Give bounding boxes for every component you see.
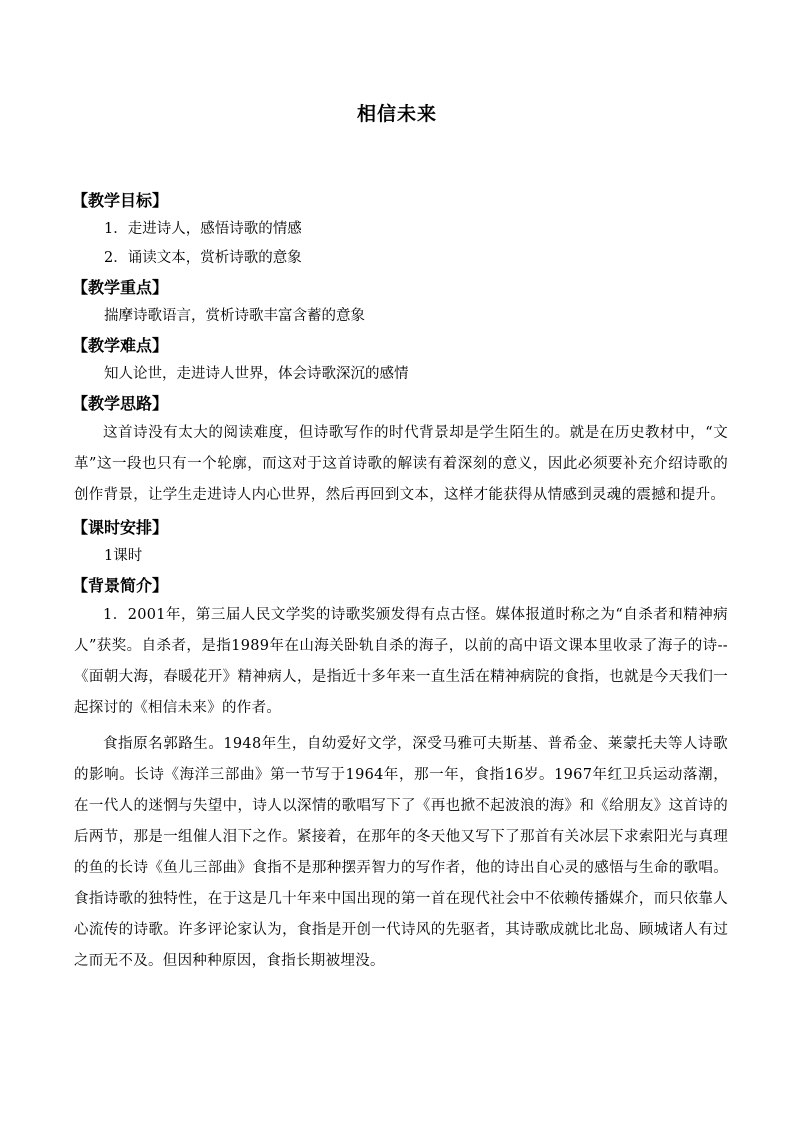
- key-points-text: 揣摩诗歌语言，赏析诗歌丰富含蓄的意象: [104, 308, 365, 324]
- approach-paragraph: 这首诗没有太大的阅读难度，但诗歌写作的时代背景却是学生陌生的。就是在历史教材中，“文革”这一段也只有一个轮廓，而这对于这首诗歌的解读有着深刻的意义，因此必须要补充介绍诗歌的创作背景，让学生走进诗人内心世界，然后再回到文本，这样才能获得从情感到灵魂的震撼和提升。: [74, 425, 728, 503]
- heading-goals: 【教学目标】: [72, 191, 169, 210]
- document-title: 相信未来: [356, 103, 437, 125]
- background-paragraph-2: 食指原名郭路生。1948年生，自幼爱好文学，深受马雅可夫斯基、普希金、莱蒙托夫等人诗歌的影响。长诗《海洋三部曲》第一节写于1964年，那一年，食指16岁。1967年红卫兵运动落潮，在一代人的迷惘与失望中，诗人以深情的歌唱写下了《再也掀不起波浪的海》和《给朋友》这首诗的后两节，那是一组催人泪下之作。紧接着，在那年的冬天他又写下了那首有关冰层下求索阳光与真理的鱼的长诗《鱼儿三部曲》食指不是那种摆弄智力的写作者，他的诗出自心灵的感悟与生命的歌唱。食指诗歌的独特性，在于这是几十年来中国出现的第一首在现代社会中不依赖传播媒介，而只依靠人心流传的诗歌。许多评论家认为，食指是开创一代诗风的先驱者，其诗歌成就比北岛、顾城诸人有过之而无不及。但因种种原因，食指长期被埋没。: [74, 736, 728, 969]
- heading-background: 【背景简介】: [72, 576, 169, 595]
- heading-difficulties: 【教学难点】: [72, 336, 169, 355]
- schedule-text: 1课时: [104, 548, 143, 564]
- heading-key-points: 【教学重点】: [72, 278, 169, 297]
- heading-approach: 【教学思路】: [72, 394, 169, 413]
- goal-item-1: 1．走进诗人，感悟诗歌的情感: [104, 221, 302, 237]
- document-body: [74, 186, 728, 979]
- goal-item-2: 2．诵读文本，赏析诗歌的意象: [104, 250, 302, 266]
- background-paragraph-1: 1．2001年，第三届人民文学奖的诗歌奖颁发得有点古怪。媒体报道时称之为“自杀者和精神病人”获奖。自杀者，是指1989年在山海关卧轨自杀的海子，以前的高中语文课本里收录了海子的诗--《面朝大海，春暖花开》精神病人，是指近十多年来一直生活在精神病院的食指，也就是今天我们一起探讨的《相信未来》的作者。: [74, 607, 728, 716]
- heading-schedule: 【课时安排】: [72, 518, 169, 537]
- difficulties-text: 知人论世，走进诗人世界，体会诗歌深沉的感情: [104, 366, 409, 382]
